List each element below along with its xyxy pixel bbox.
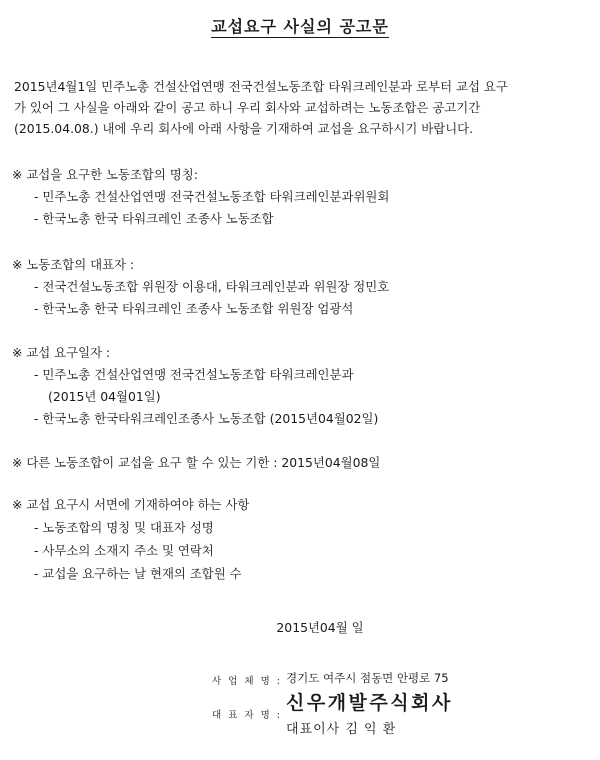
section-required-items (12, 494, 250, 585)
list-item: - 한국노총 한국 타워크레인 조종사 노동조합 위원장 엄광석 (34, 301, 354, 316)
notice-date: 2015년04월 일 (276, 620, 364, 635)
company-name: 신우개발주식회사 (286, 692, 453, 714)
list-item: - 노동조합의 명칭 및 대표자 성명 (34, 520, 214, 535)
list-item: - 교섭을 요구하는 날 현재의 조합원 수 (34, 566, 242, 581)
document-title-text: 교섭요구 사실의 공고문 (211, 17, 389, 36)
section-heading: ※ 교섭 요구시 서면에 기재하여야 하는 사항 (12, 497, 250, 512)
list-item: - 민주노총 건설산업연맹 전국건설노동조합 타워크레인분과 (34, 367, 354, 382)
company-label: 사 업 체 명 : (212, 676, 282, 687)
list-item: - 한국노총 한국 타워크레인 조종사 노동조합 (34, 211, 274, 226)
section-heading: ※ 노동조합의 대표자 : (12, 257, 135, 272)
list-item: - 전국건설노동조합 위원장 이용대, 타워크레인분과 위원장 정민호 (34, 279, 390, 294)
intro-line-2: 가 있어 그 사실을 아래와 같이 공고 하니 우리 회사와 교섭하려는 노동조합은 공고기간 (14, 100, 481, 115)
signature-block (212, 668, 592, 690)
ceo-name: 대표이사 김 익 환 (286, 722, 397, 737)
company-address: 경기도 여주시 점동면 안평로 75 (286, 671, 449, 685)
intro-line-3: (2015.04.08.) 내에 우리 회사에 아래 사항을 기재하여 교섭을 요구하시기 바랍니다. (14, 121, 474, 136)
intro-paragraph (14, 76, 586, 139)
section-union-name (12, 164, 389, 230)
intro-line-1: 2015년4월1일 민주노총 건설산업연맹 전국건설노동조합 타워크레인분과 로부터 교섭 요구 (14, 79, 508, 94)
deadline-text: ※ 다른 노동조합이 교섭을 요구 할 수 있는 기한 : 2015년04월08일 (12, 455, 381, 470)
list-item-continuation: (2015년 04월01일) (48, 389, 161, 404)
section-heading: ※ 교섭 요구일자 : (12, 345, 111, 360)
document-title (0, 14, 600, 37)
list-item: - 민주노총 건설산업연맹 전국건설노동조합 타워크레인분과위원회 (34, 189, 390, 204)
section-request-date (12, 342, 378, 430)
list-item: - 한국노총 한국타워크레인조종사 노동조합 (2015년04월02일) (34, 411, 379, 426)
representative-label: 대 표 자 명 : (212, 710, 282, 721)
section-deadline (12, 452, 380, 474)
signature-row-company (212, 668, 592, 690)
section-representative (12, 254, 389, 320)
section-heading: ※ 교섭을 요구한 노동조합의 명칭: (12, 167, 198, 182)
list-item: - 사무소의 소재지 주소 및 연락처 (34, 543, 214, 558)
